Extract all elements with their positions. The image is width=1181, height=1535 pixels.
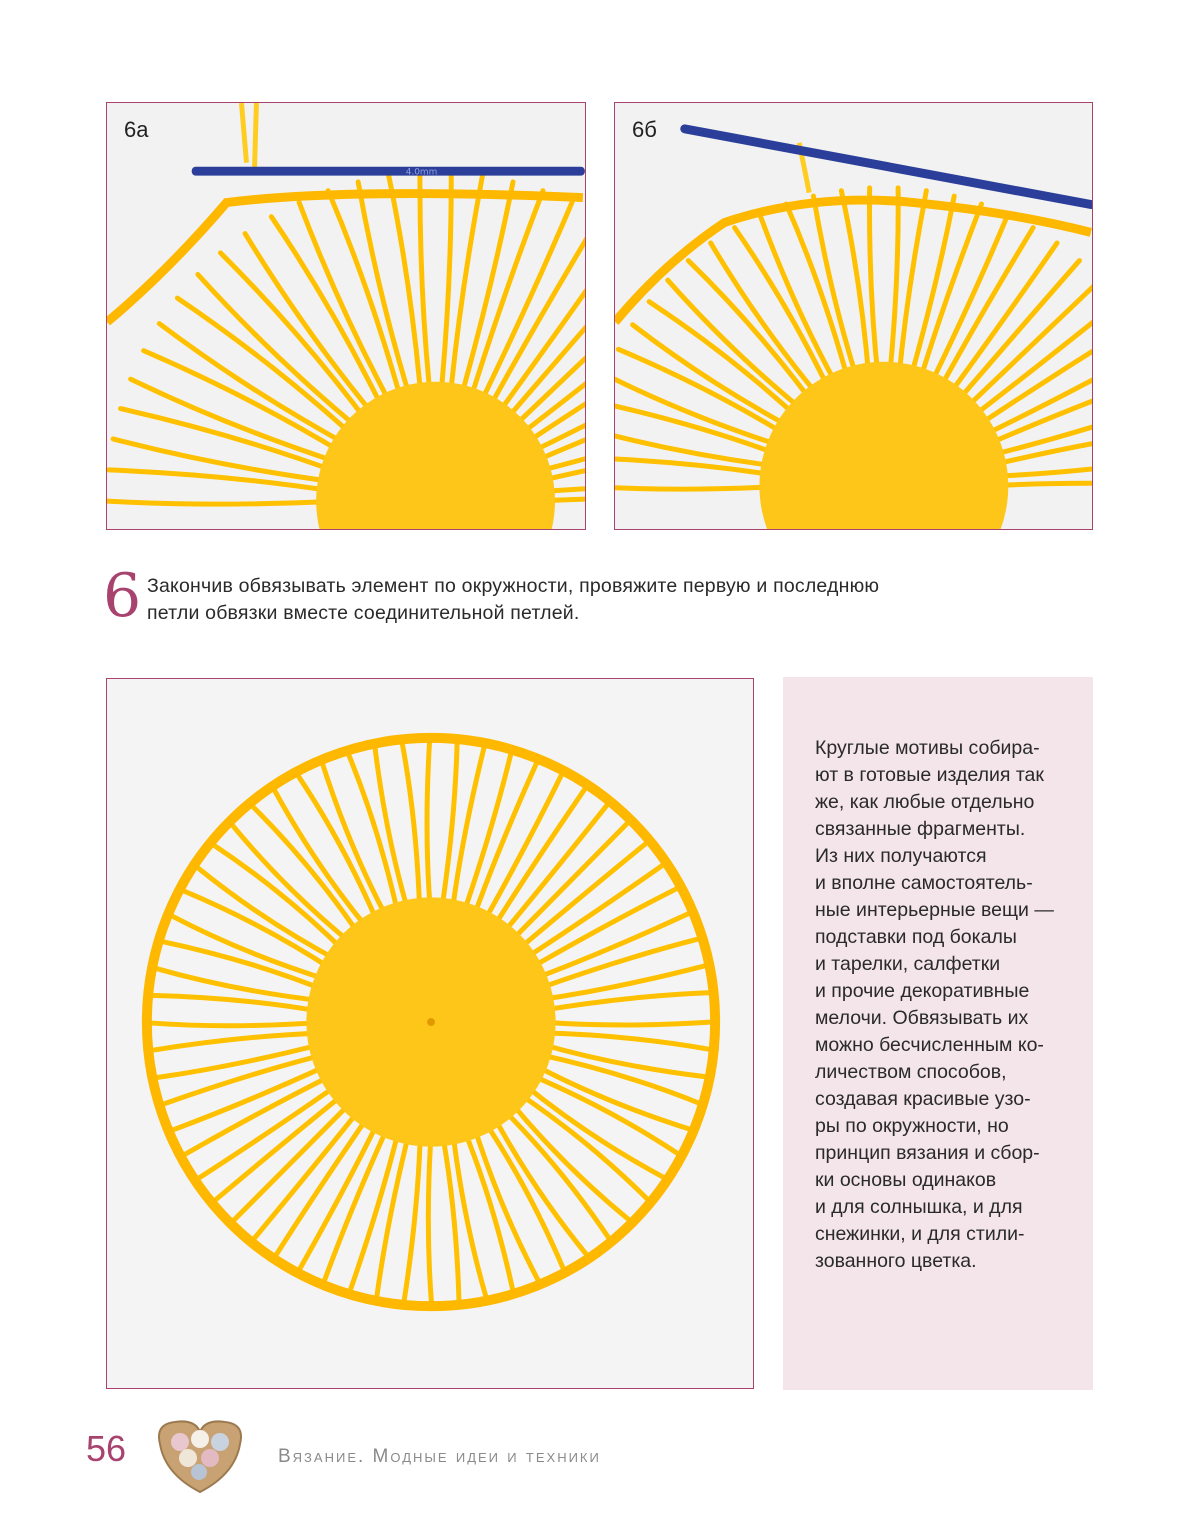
crochet-hook — [192, 167, 585, 176]
sidebar-line: ки основы одинаков — [815, 1169, 997, 1191]
sidebar-line: и прочие декоративные — [815, 980, 1030, 1002]
sidebar-line: и тарелки, салфетки — [815, 953, 1001, 975]
crochet-finished-circle-image — [107, 679, 753, 1388]
svg-text:4.0mm: 4.0mm — [405, 167, 438, 178]
book-title: Вязание. Модные идеи и техники — [278, 1446, 601, 1467]
sidebar-line: ют в готовые изделия так — [815, 764, 1044, 786]
sidebar-line: же, как любые отдельно — [815, 791, 1035, 813]
sidebar-line: снежинки, и для стили- — [815, 1223, 1025, 1245]
sidebar-line: Из них получаются — [815, 845, 987, 867]
sidebar-line: создавая красивые узо- — [815, 1088, 1031, 1110]
sidebar-line: принцип вязания и сбор- — [815, 1142, 1040, 1164]
sidebar-text — [815, 735, 1085, 1275]
sidebar-line: ры по окружности, но — [815, 1115, 1009, 1137]
yarn-loop — [615, 486, 784, 489]
sidebar-line: и вполне самостоятель- — [815, 872, 1033, 894]
sidebar-line: можно бесчисленным ко- — [815, 1034, 1044, 1056]
photo-label-6b: 6б — [632, 117, 657, 142]
sidebar-line: подставки под бокалы — [815, 926, 1017, 948]
sidebar-line: ные интерьерные вещи — — [815, 899, 1054, 921]
photo-label-6a: 6а — [124, 117, 149, 142]
sidebar-line: зованного цветка. — [815, 1250, 977, 1272]
photo-step-6a — [106, 102, 586, 530]
sidebar-line: мелочи. Обвязывать их — [815, 1007, 1029, 1029]
yarn-basket-icon — [150, 1414, 250, 1496]
photo-finished-motif — [106, 678, 754, 1389]
step-line: Закончив обвязывать элемент по окружности, провяжите первую и последнюю — [147, 575, 880, 597]
step-line: петли обвязки вместе соединительной петлей. — [147, 602, 580, 624]
crochet-photo-6b-image — [615, 103, 1092, 529]
sidebar-note — [783, 677, 1093, 1390]
photo-step-6b — [614, 102, 1093, 530]
sidebar-line: связанные фрагменты. — [815, 818, 1026, 840]
step-instruction — [147, 573, 1077, 627]
sidebar-line: и для солнышка, и для — [815, 1196, 1023, 1218]
sidebar-line: Круглые мотивы собира- — [815, 737, 1040, 759]
sidebar-line: личеством способов, — [815, 1061, 1007, 1083]
page-number: 56 — [86, 1428, 127, 1469]
crochet-photo-6a-image — [107, 103, 585, 529]
step-number: 6 — [103, 561, 142, 631]
